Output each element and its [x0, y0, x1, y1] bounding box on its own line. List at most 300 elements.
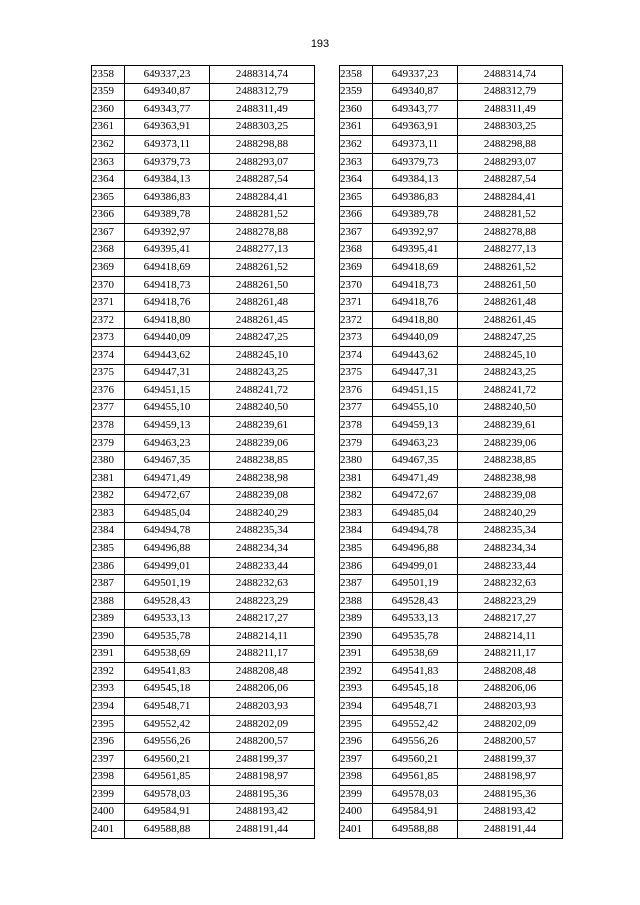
point-number-cell: 2373 — [340, 329, 373, 347]
y-coordinate-cell: 2488211,17 — [458, 645, 563, 663]
table-row — [92, 329, 315, 347]
point-number-cell: 2377 — [92, 399, 125, 417]
x-coordinate-cell: 649463,23 — [125, 434, 210, 452]
y-coordinate-cell: 2488287,54 — [210, 171, 315, 189]
point-number-cell: 2373 — [92, 329, 125, 347]
point-number-cell: 2377 — [340, 399, 373, 417]
table-row — [340, 241, 563, 259]
x-coordinate-cell: 649556,26 — [373, 733, 458, 751]
table-row — [340, 610, 563, 628]
table-row — [340, 540, 563, 558]
point-number-cell: 2364 — [340, 171, 373, 189]
table-row — [92, 136, 315, 154]
y-coordinate-cell: 2488239,08 — [458, 487, 563, 505]
point-number-cell: 2386 — [340, 557, 373, 575]
table-row — [340, 645, 563, 663]
table-row — [92, 241, 315, 259]
point-number-cell: 2363 — [340, 153, 373, 171]
point-number-cell: 2391 — [340, 645, 373, 663]
x-coordinate-cell: 649337,23 — [125, 66, 210, 84]
x-coordinate-cell: 649443,62 — [125, 347, 210, 365]
table-row — [92, 188, 315, 206]
x-coordinate-cell: 649443,62 — [373, 347, 458, 365]
x-coordinate-cell: 649455,10 — [125, 399, 210, 417]
point-number-cell: 2371 — [92, 294, 125, 312]
y-coordinate-cell: 2488261,45 — [458, 311, 563, 329]
coordinates-table-left — [91, 65, 315, 839]
x-coordinate-cell: 649501,19 — [373, 575, 458, 593]
x-coordinate-cell: 649451,15 — [125, 382, 210, 400]
table-row — [340, 698, 563, 716]
x-coordinate-cell: 649467,35 — [373, 452, 458, 470]
x-coordinate-cell: 649418,76 — [125, 294, 210, 312]
y-coordinate-cell: 2488293,07 — [458, 153, 563, 171]
y-coordinate-cell: 2488202,09 — [210, 715, 315, 733]
table-row — [340, 66, 563, 84]
x-coordinate-cell: 649545,18 — [373, 680, 458, 698]
table-row — [340, 259, 563, 277]
y-coordinate-cell: 2488223,29 — [210, 592, 315, 610]
table-row — [340, 505, 563, 523]
table-row — [92, 610, 315, 628]
point-number-cell: 2382 — [340, 487, 373, 505]
table-row — [92, 768, 315, 786]
x-coordinate-cell: 649541,83 — [373, 663, 458, 681]
x-coordinate-cell: 649485,04 — [373, 505, 458, 523]
y-coordinate-cell: 2488191,44 — [210, 821, 315, 839]
y-coordinate-cell: 2488239,61 — [458, 417, 563, 435]
table-row — [92, 540, 315, 558]
point-number-cell: 2367 — [340, 224, 373, 242]
point-number-cell: 2365 — [92, 188, 125, 206]
table-row — [92, 680, 315, 698]
y-coordinate-cell: 2488312,79 — [210, 83, 315, 101]
x-coordinate-cell: 649471,49 — [373, 469, 458, 487]
table-row — [92, 66, 315, 84]
x-coordinate-cell: 649340,87 — [373, 83, 458, 101]
x-coordinate-cell: 649463,23 — [373, 434, 458, 452]
y-coordinate-cell: 2488247,25 — [210, 329, 315, 347]
table-row — [340, 803, 563, 821]
table-row — [92, 153, 315, 171]
x-coordinate-cell: 649552,42 — [373, 715, 458, 733]
x-coordinate-cell: 649584,91 — [373, 803, 458, 821]
y-coordinate-cell: 2488245,10 — [458, 347, 563, 365]
x-coordinate-cell: 649451,15 — [373, 382, 458, 400]
y-coordinate-cell: 2488206,06 — [210, 680, 315, 698]
y-coordinate-cell: 2488245,10 — [210, 347, 315, 365]
y-coordinate-cell: 2488223,29 — [458, 592, 563, 610]
y-coordinate-cell: 2488238,98 — [458, 469, 563, 487]
point-number-cell: 2396 — [92, 733, 125, 751]
y-coordinate-cell: 2488240,50 — [210, 399, 315, 417]
coordinates-table-body — [340, 66, 563, 839]
x-coordinate-cell: 649578,03 — [373, 786, 458, 804]
x-coordinate-cell: 649538,69 — [373, 645, 458, 663]
point-number-cell: 2385 — [92, 540, 125, 558]
table-row — [92, 628, 315, 646]
y-coordinate-cell: 2488239,06 — [210, 434, 315, 452]
x-coordinate-cell: 649373,11 — [373, 136, 458, 154]
coordinates-table-right — [339, 65, 563, 839]
x-coordinate-cell: 649588,88 — [373, 821, 458, 839]
x-coordinate-cell: 649528,43 — [125, 592, 210, 610]
point-number-cell: 2387 — [340, 575, 373, 593]
table-row — [92, 575, 315, 593]
y-coordinate-cell: 2488261,45 — [210, 311, 315, 329]
table-row — [92, 803, 315, 821]
table-row — [92, 347, 315, 365]
point-number-cell: 2389 — [92, 610, 125, 628]
point-number-cell: 2362 — [92, 136, 125, 154]
table-row — [92, 259, 315, 277]
y-coordinate-cell: 2488314,74 — [210, 66, 315, 84]
y-coordinate-cell: 2488202,09 — [458, 715, 563, 733]
y-coordinate-cell: 2488281,52 — [458, 206, 563, 224]
y-coordinate-cell: 2488233,44 — [458, 557, 563, 575]
x-coordinate-cell: 649418,80 — [125, 311, 210, 329]
point-number-cell: 2392 — [92, 663, 125, 681]
y-coordinate-cell: 2488240,29 — [210, 505, 315, 523]
point-number-cell: 2367 — [92, 224, 125, 242]
table-row — [92, 118, 315, 136]
table-row — [92, 715, 315, 733]
x-coordinate-cell: 649440,09 — [125, 329, 210, 347]
point-number-cell: 2392 — [340, 663, 373, 681]
point-number-cell: 2379 — [92, 434, 125, 452]
table-row — [340, 786, 563, 804]
y-coordinate-cell: 2488277,13 — [458, 241, 563, 259]
table-row — [340, 452, 563, 470]
table-row — [92, 276, 315, 294]
y-coordinate-cell: 2488278,88 — [210, 224, 315, 242]
x-coordinate-cell: 649447,31 — [373, 364, 458, 382]
point-number-cell: 2368 — [92, 241, 125, 259]
y-coordinate-cell: 2488247,25 — [458, 329, 563, 347]
x-coordinate-cell: 649472,67 — [373, 487, 458, 505]
table-row — [340, 276, 563, 294]
table-row — [340, 382, 563, 400]
y-coordinate-cell: 2488311,49 — [210, 101, 315, 119]
y-coordinate-cell: 2488200,57 — [210, 733, 315, 751]
point-number-cell: 2399 — [92, 786, 125, 804]
point-number-cell: 2390 — [340, 628, 373, 646]
x-coordinate-cell: 649459,13 — [125, 417, 210, 435]
point-number-cell: 2395 — [92, 715, 125, 733]
y-coordinate-cell: 2488243,25 — [458, 364, 563, 382]
table-row — [92, 399, 315, 417]
x-coordinate-cell: 649418,80 — [373, 311, 458, 329]
point-number-cell: 2369 — [92, 259, 125, 277]
table-row — [340, 768, 563, 786]
x-coordinate-cell: 649535,78 — [373, 628, 458, 646]
y-coordinate-cell: 2488284,41 — [458, 188, 563, 206]
point-number-cell: 2384 — [340, 522, 373, 540]
x-coordinate-cell: 649386,83 — [373, 188, 458, 206]
x-coordinate-cell: 649440,09 — [373, 329, 458, 347]
x-coordinate-cell: 649455,10 — [373, 399, 458, 417]
y-coordinate-cell: 2488238,85 — [210, 452, 315, 470]
point-number-cell: 2380 — [92, 452, 125, 470]
point-number-cell: 2374 — [92, 347, 125, 365]
point-number-cell: 2383 — [92, 505, 125, 523]
x-coordinate-cell: 649548,71 — [125, 698, 210, 716]
x-coordinate-cell: 649418,73 — [125, 276, 210, 294]
point-number-cell: 2359 — [92, 83, 125, 101]
point-number-cell: 2389 — [340, 610, 373, 628]
point-number-cell: 2395 — [340, 715, 373, 733]
y-coordinate-cell: 2488217,27 — [458, 610, 563, 628]
table-row — [92, 645, 315, 663]
point-number-cell: 2394 — [92, 698, 125, 716]
y-coordinate-cell: 2488261,52 — [458, 259, 563, 277]
table-row — [92, 750, 315, 768]
y-coordinate-cell: 2488277,13 — [210, 241, 315, 259]
x-coordinate-cell: 649392,97 — [125, 224, 210, 242]
y-coordinate-cell: 2488214,11 — [458, 628, 563, 646]
y-coordinate-cell: 2488303,25 — [210, 118, 315, 136]
x-coordinate-cell: 649485,04 — [125, 505, 210, 523]
table-row — [92, 294, 315, 312]
point-number-cell: 2381 — [340, 469, 373, 487]
point-number-cell: 2382 — [92, 487, 125, 505]
x-coordinate-cell: 649418,76 — [373, 294, 458, 312]
x-coordinate-cell: 649588,88 — [125, 821, 210, 839]
y-coordinate-cell: 2488200,57 — [458, 733, 563, 751]
y-coordinate-cell: 2488287,54 — [458, 171, 563, 189]
x-coordinate-cell: 649472,67 — [125, 487, 210, 505]
table-row — [340, 715, 563, 733]
x-coordinate-cell: 649343,77 — [373, 101, 458, 119]
y-coordinate-cell: 2488232,63 — [210, 575, 315, 593]
point-number-cell: 2371 — [340, 294, 373, 312]
y-coordinate-cell: 2488206,06 — [458, 680, 563, 698]
table-row — [340, 83, 563, 101]
x-coordinate-cell: 649499,01 — [125, 557, 210, 575]
x-coordinate-cell: 649363,91 — [125, 118, 210, 136]
y-coordinate-cell: 2488198,97 — [210, 768, 315, 786]
point-number-cell: 2370 — [340, 276, 373, 294]
y-coordinate-cell: 2488312,79 — [458, 83, 563, 101]
table-row — [92, 171, 315, 189]
x-coordinate-cell: 649548,71 — [373, 698, 458, 716]
y-coordinate-cell: 2488217,27 — [210, 610, 315, 628]
x-coordinate-cell: 649533,13 — [373, 610, 458, 628]
point-number-cell: 2380 — [340, 452, 373, 470]
point-number-cell: 2396 — [340, 733, 373, 751]
y-coordinate-cell: 2488233,44 — [210, 557, 315, 575]
x-coordinate-cell: 649343,77 — [125, 101, 210, 119]
y-coordinate-cell: 2488238,98 — [210, 469, 315, 487]
x-coordinate-cell: 649392,97 — [373, 224, 458, 242]
y-coordinate-cell: 2488214,11 — [210, 628, 315, 646]
point-number-cell: 2386 — [92, 557, 125, 575]
table-row — [92, 698, 315, 716]
x-coordinate-cell: 649528,43 — [373, 592, 458, 610]
x-coordinate-cell: 649395,41 — [373, 241, 458, 259]
x-coordinate-cell: 649379,73 — [373, 153, 458, 171]
x-coordinate-cell: 649545,18 — [125, 680, 210, 698]
y-coordinate-cell: 2488234,34 — [458, 540, 563, 558]
point-number-cell: 2381 — [92, 469, 125, 487]
point-number-cell: 2397 — [92, 750, 125, 768]
point-number-cell: 2368 — [340, 241, 373, 259]
y-coordinate-cell: 2488203,93 — [458, 698, 563, 716]
point-number-cell: 2378 — [92, 417, 125, 435]
x-coordinate-cell: 649386,83 — [125, 188, 210, 206]
table-row — [340, 118, 563, 136]
table-row — [92, 83, 315, 101]
point-number-cell: 2363 — [92, 153, 125, 171]
point-number-cell: 2365 — [340, 188, 373, 206]
point-number-cell: 2379 — [340, 434, 373, 452]
x-coordinate-cell: 649501,19 — [125, 575, 210, 593]
point-number-cell: 2401 — [92, 821, 125, 839]
table-row — [340, 680, 563, 698]
x-coordinate-cell: 649363,91 — [373, 118, 458, 136]
point-number-cell: 2388 — [340, 592, 373, 610]
y-coordinate-cell: 2488193,42 — [210, 803, 315, 821]
point-number-cell: 2387 — [92, 575, 125, 593]
point-number-cell: 2399 — [340, 786, 373, 804]
y-coordinate-cell: 2488203,93 — [210, 698, 315, 716]
coordinates-table-body — [92, 66, 315, 839]
table-row — [92, 505, 315, 523]
x-coordinate-cell: 649496,88 — [125, 540, 210, 558]
point-number-cell: 2384 — [92, 522, 125, 540]
table-row — [340, 329, 563, 347]
table-row — [340, 469, 563, 487]
point-number-cell: 2385 — [340, 540, 373, 558]
point-number-cell: 2358 — [340, 66, 373, 84]
table-row — [92, 452, 315, 470]
point-number-cell: 2369 — [340, 259, 373, 277]
table-row — [92, 417, 315, 435]
table-row — [340, 434, 563, 452]
y-coordinate-cell: 2488198,97 — [458, 768, 563, 786]
point-number-cell: 2376 — [92, 382, 125, 400]
point-number-cell: 2359 — [340, 83, 373, 101]
x-coordinate-cell: 649499,01 — [373, 557, 458, 575]
point-number-cell: 2393 — [340, 680, 373, 698]
y-coordinate-cell: 2488240,50 — [458, 399, 563, 417]
y-coordinate-cell: 2488193,42 — [458, 803, 563, 821]
y-coordinate-cell: 2488303,25 — [458, 118, 563, 136]
x-coordinate-cell: 649494,78 — [373, 522, 458, 540]
x-coordinate-cell: 649541,83 — [125, 663, 210, 681]
x-coordinate-cell: 649373,11 — [125, 136, 210, 154]
table-row — [340, 347, 563, 365]
table-row — [340, 522, 563, 540]
x-coordinate-cell: 649389,78 — [373, 206, 458, 224]
point-number-cell: 2394 — [340, 698, 373, 716]
table-row — [340, 171, 563, 189]
x-coordinate-cell: 649340,87 — [125, 83, 210, 101]
point-number-cell: 2397 — [340, 750, 373, 768]
x-coordinate-cell: 649384,13 — [373, 171, 458, 189]
x-coordinate-cell: 649395,41 — [125, 241, 210, 259]
y-coordinate-cell: 2488261,52 — [210, 259, 315, 277]
y-coordinate-cell: 2488208,48 — [458, 663, 563, 681]
x-coordinate-cell: 649552,42 — [125, 715, 210, 733]
x-coordinate-cell: 649561,85 — [373, 768, 458, 786]
point-number-cell: 2400 — [92, 803, 125, 821]
table-row — [340, 364, 563, 382]
y-coordinate-cell: 2488311,49 — [458, 101, 563, 119]
y-coordinate-cell: 2488238,85 — [458, 452, 563, 470]
point-number-cell: 2372 — [340, 311, 373, 329]
y-coordinate-cell: 2488314,74 — [458, 66, 563, 84]
table-row — [340, 224, 563, 242]
x-coordinate-cell: 649467,35 — [125, 452, 210, 470]
table-row — [340, 628, 563, 646]
y-coordinate-cell: 2488278,88 — [458, 224, 563, 242]
y-coordinate-cell: 2488298,88 — [458, 136, 563, 154]
x-coordinate-cell: 649471,49 — [125, 469, 210, 487]
table-row — [92, 224, 315, 242]
point-number-cell: 2400 — [340, 803, 373, 821]
y-coordinate-cell: 2488261,48 — [458, 294, 563, 312]
table-row — [340, 487, 563, 505]
point-number-cell: 2390 — [92, 628, 125, 646]
y-coordinate-cell: 2488239,61 — [210, 417, 315, 435]
x-coordinate-cell: 649533,13 — [125, 610, 210, 628]
table-row — [92, 592, 315, 610]
point-number-cell: 2398 — [340, 768, 373, 786]
y-coordinate-cell: 2488235,34 — [458, 522, 563, 540]
x-coordinate-cell: 649561,85 — [125, 768, 210, 786]
table-row — [340, 592, 563, 610]
y-coordinate-cell: 2488199,37 — [458, 750, 563, 768]
table-row — [340, 750, 563, 768]
table-row — [340, 294, 563, 312]
x-coordinate-cell: 649535,78 — [125, 628, 210, 646]
x-coordinate-cell: 649389,78 — [125, 206, 210, 224]
y-coordinate-cell: 2488293,07 — [210, 153, 315, 171]
point-number-cell: 2398 — [92, 768, 125, 786]
x-coordinate-cell: 649494,78 — [125, 522, 210, 540]
y-coordinate-cell: 2488240,29 — [458, 505, 563, 523]
y-coordinate-cell: 2488235,34 — [210, 522, 315, 540]
point-number-cell: 2366 — [92, 206, 125, 224]
x-coordinate-cell: 649560,21 — [125, 750, 210, 768]
y-coordinate-cell: 2488195,36 — [458, 786, 563, 804]
y-coordinate-cell: 2488195,36 — [210, 786, 315, 804]
x-coordinate-cell: 649556,26 — [125, 733, 210, 751]
y-coordinate-cell: 2488239,08 — [210, 487, 315, 505]
table-row — [92, 206, 315, 224]
y-coordinate-cell: 2488241,72 — [210, 382, 315, 400]
point-number-cell: 2383 — [340, 505, 373, 523]
table-row — [92, 382, 315, 400]
table-row — [92, 469, 315, 487]
point-number-cell: 2366 — [340, 206, 373, 224]
y-coordinate-cell: 2488208,48 — [210, 663, 315, 681]
table-row — [340, 557, 563, 575]
x-coordinate-cell: 649384,13 — [125, 171, 210, 189]
y-coordinate-cell: 2488284,41 — [210, 188, 315, 206]
y-coordinate-cell: 2488298,88 — [210, 136, 315, 154]
y-coordinate-cell: 2488199,37 — [210, 750, 315, 768]
x-coordinate-cell: 649560,21 — [373, 750, 458, 768]
table-row — [92, 557, 315, 575]
page-number: 193 — [310, 38, 330, 50]
table-row — [92, 821, 315, 839]
table-row — [92, 311, 315, 329]
table-row — [340, 663, 563, 681]
y-coordinate-cell: 2488241,72 — [458, 382, 563, 400]
point-number-cell: 2360 — [92, 101, 125, 119]
